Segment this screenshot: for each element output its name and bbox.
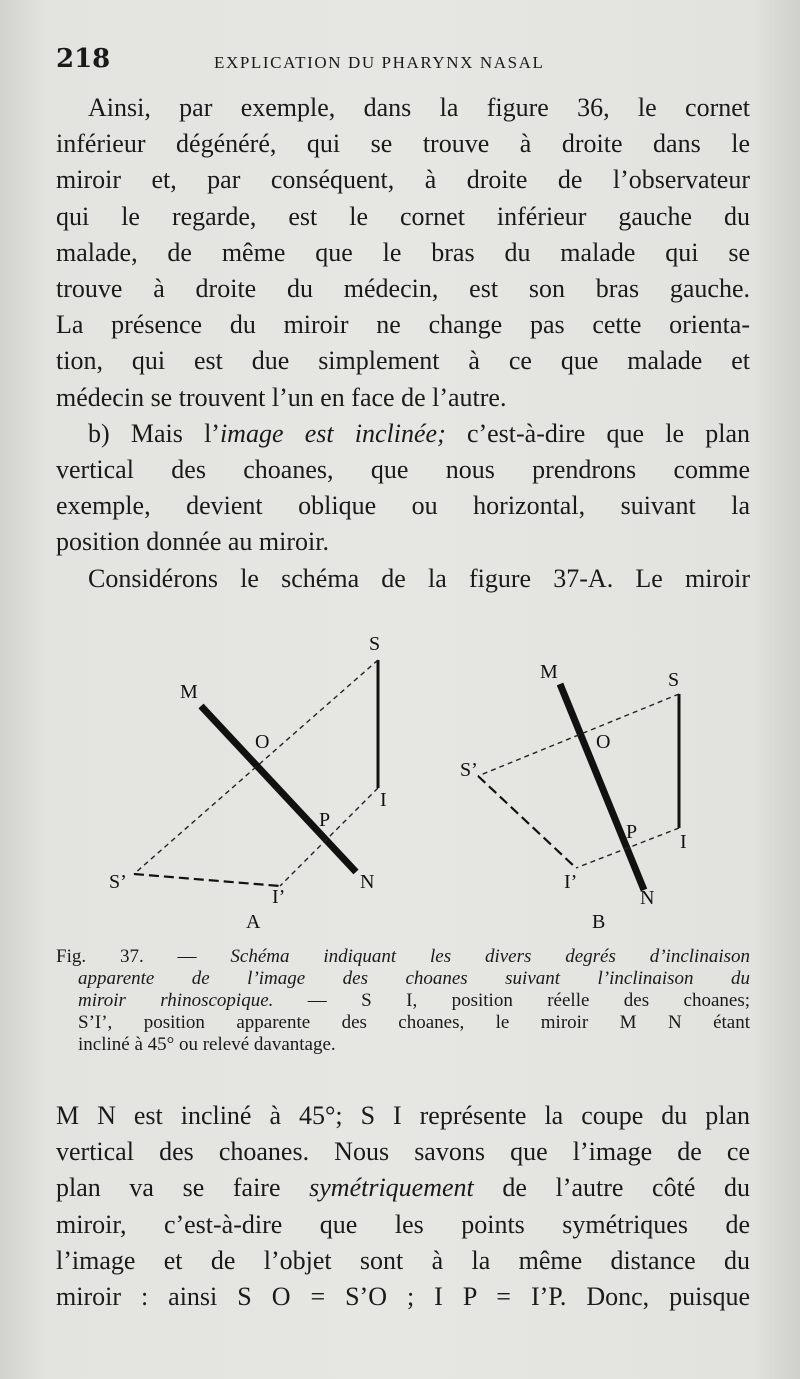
text-line: vertical des choanes, que nous prendrons comme [56, 455, 750, 485]
b-italic: image est inclinée; [219, 418, 446, 448]
a-label-m: M [180, 681, 198, 703]
text-line: inférieur dégénéré, qui se trouve à droite dans le [56, 129, 750, 159]
caption-line [56, 968, 750, 990]
text-line: vertical des choanes. Nous savons que l’image de ce [56, 1137, 750, 1167]
text-line: tion, qui est due simplement à ce que malade et [56, 346, 750, 376]
caption-line: incliné à 45° ou relevé davantage. [78, 1034, 336, 1055]
a-label-iprime: I’ [272, 886, 286, 908]
text-line: miroir et, par conséquent, à droite de l’observateur [56, 165, 750, 195]
panel-b [460, 661, 687, 933]
b-label-iprime: I’ [564, 871, 578, 893]
text-line: médecin se trouvent l’un en face de l’autre. [56, 382, 507, 412]
text-line [56, 1170, 750, 1206]
text-line-b [56, 416, 750, 452]
caption-line [56, 946, 750, 968]
text-line: l’image et de l’objet sont à la même distance du [56, 1245, 750, 1275]
text-line: Ainsi, par exemple, dans la figure 36, le cornet [88, 93, 750, 122]
a-label-p: P [319, 809, 331, 831]
figure-37 [56, 628, 750, 938]
panel-b-label: B [592, 911, 606, 933]
b-label-m: M [540, 661, 558, 683]
a-label-sprime: S’ [109, 871, 127, 893]
running-head [56, 44, 752, 78]
b-dashed-s-sprime [478, 694, 679, 776]
a-mirror-mn [201, 706, 356, 872]
caption-italic: miroir rhinoscopique. [78, 990, 274, 1011]
text-line: miroir, c’est-à-dire que les points symétriques de [56, 1209, 750, 1239]
text-line: malade, de même que le bras du malade qui se [56, 237, 750, 267]
page-number: 218 [56, 44, 111, 74]
b-label-s: S [668, 669, 680, 691]
caption-line: S’I’, position apparente des choanes, le miroir M N étant [78, 1012, 750, 1033]
b-label-p: P [626, 821, 638, 843]
a-label-i: I [380, 789, 387, 811]
b-label-n: N [640, 887, 655, 909]
b-label-sprime: S’ [460, 759, 478, 781]
running-title: EXPLICATION DU PHARYNX NASAL [214, 53, 545, 72]
text-block-bottom [56, 1098, 750, 1315]
caption-italic: apparente de l’image des choanes suivant l’inclinaison du [78, 968, 750, 989]
b-label-i: I [680, 831, 687, 853]
caption-text: — S I, position réelle des choanes; [273, 990, 750, 1011]
b-mirror-mn [560, 684, 644, 890]
line-prefix: plan va se faire [56, 1173, 310, 1203]
a-label-n: N [360, 871, 375, 893]
a-image-sprime-iprime [134, 874, 280, 886]
caption-lead: Fig. 37. — [56, 946, 231, 967]
text-line: La présence du miroir ne change pas cette orienta- [56, 310, 750, 340]
b-prefix: b) Mais l’ [88, 418, 220, 448]
figure-37-diagram [56, 628, 750, 938]
text-line: M N est incliné à 45°; S I représente la coupe du plan [56, 1101, 750, 1130]
a-dashed-s-sprime [134, 660, 378, 874]
b-image-sprime-iprime [478, 776, 576, 868]
line-suffix: de l’autre côté du [473, 1173, 750, 1203]
panel-a [109, 633, 387, 933]
line-italic: symétriquement [309, 1173, 474, 1203]
text-line: exemple, devient oblique ou horizontal, suivant la [56, 491, 750, 521]
b-suffix: c’est-à-dire que le plan [445, 418, 750, 448]
text-line: miroir : ainsi S O = S’O ; I P = I’P. Donc, puisque [56, 1282, 750, 1312]
text-block-top [56, 90, 750, 597]
text-line: Considérons le schéma de la figure 37-A. Le miroir [88, 563, 750, 593]
caption-line [56, 990, 750, 1012]
figure-caption [56, 946, 750, 1056]
text-line: position donnée au miroir. [56, 527, 329, 557]
panel-a-label: A [246, 911, 261, 933]
a-label-s: S [369, 633, 381, 655]
a-label-o: O [255, 731, 270, 753]
b-label-o: O [596, 731, 611, 753]
text-line: qui le regarde, est le cornet inférieur gauche du [56, 201, 750, 231]
caption-italic: Schéma indiquant les divers degrés d’inclinaison [230, 946, 750, 967]
text-line: trouve à droite du médecin, est son bras gauche. [56, 274, 750, 304]
